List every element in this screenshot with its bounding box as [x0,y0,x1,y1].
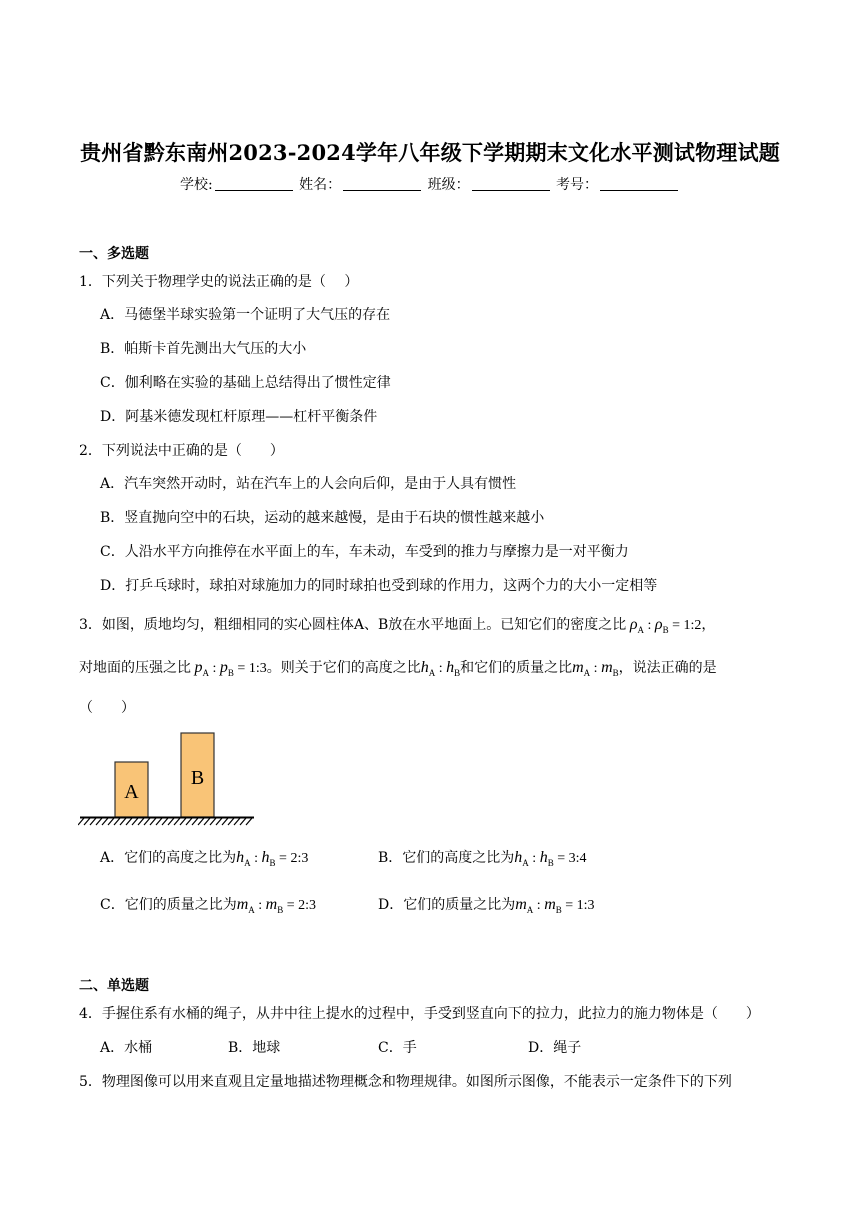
hatch-stroke [198,818,204,825]
question-4-option-c: C．手 [378,1040,417,1056]
question-3-option-c: C．它们的质量之比为$m_A$ : $m_B$ = 2:3 [100,896,317,915]
question-4-stem: 4．手握住系有水桶的绳子，从井中往上提水的过程中，手受到竖直向下的拉力，此拉力的施力物体是（ ） [79,1006,760,1022]
mass-ratio-symbol: $m_A$ : $m_B$ [572,659,619,678]
hatch-stroke [228,818,234,825]
hatch-stroke [222,818,228,825]
hatch-stroke [162,818,168,825]
hatch-stroke [102,818,108,825]
question-2-option-c: C．人沿水平方向推停在水平面上的车，车未动，车受到的推力与摩擦力是一对平衡力 [100,544,629,560]
cylinder-b-label: B [190,767,205,789]
hatch-stroke [204,818,210,825]
hatch-stroke [84,818,90,825]
question-3-option-d: D．它们的质量之比为$m_A$ : $m_B$ = 1:3 [378,896,595,915]
hatch-stroke [168,818,174,825]
section-heading-multi-choice: 一、多选题 [79,246,149,262]
hatch-stroke [216,818,222,825]
question-3-option-a: A．它们的高度之比为$h_A$ : $h_B$ = 2:3 [100,849,309,868]
question-2-option-b: B．竖直抛向空中的石块，运动的越来越慢，是由于石块的惯性越来越小 [100,510,545,526]
question-3-line-2: 对地面的压强之比 $p_A$ : $p_B$ = 1:3。则关于它们的高度之比$h_A$ : $h_B$和它们的质量之比$m_A$ : $m_B$，说法正确的是 [79,659,717,678]
hatch-stroke [174,818,180,825]
class-label: 班级： [427,177,470,193]
question-1-option-b: B．帕斯卡首先测出大气压的大小 [100,341,307,357]
hatch-stroke [96,818,102,825]
question-3-line-3: （ ） [79,700,135,716]
hatch-stroke [90,818,96,825]
question-3-option-b: B．它们的高度之比为$h_A$ : $h_B$ = 3:4 [378,849,587,868]
section-heading-single-choice: 二、单选题 [79,978,149,994]
question-2-option-a: A．汽车突然开动时，站在汽车上的人会向后仰，是由于人具有惯性 [100,476,517,492]
question-3-line-1: 3．如图，质地均匀，粗细相同的实心圆柱体A、B放在水平地面上。已知它们的密度之比 $\rho_A$ : $\rho_B$ = 1:2， [79,616,716,635]
question-4-option-d: D．绳子 [528,1040,582,1056]
page-title: 贵州省黔东南州2023-2024学年八年级下学期期末文化水平测试物理试题 [80,140,780,165]
school-blank [215,176,293,191]
hatch-stroke [132,818,138,825]
exam-no-blank [600,176,678,191]
question-4-option-b: B．地球 [228,1040,281,1056]
cylinder-a-label: A [124,781,139,803]
hatch-stroke [180,818,186,825]
hatch-stroke [150,818,156,825]
cylinders-figure [78,726,258,830]
hatch-stroke [246,818,252,825]
question-1-option-a: A．马德堡半球实验第一个证明了大气压的存在 [100,307,391,323]
hatch-stroke [144,818,150,825]
school-label: 学校: [179,177,213,193]
class-blank [472,176,550,191]
exam-no-label: 考号： [556,177,599,193]
hatch-stroke [156,818,162,825]
hatch-stroke [78,818,84,825]
name-label: 姓名： [299,177,342,193]
hatch-stroke [126,818,132,825]
question-5-stem: 5．物理图像可以用来直观且定量地描述物理概念和物理规律。如图所示图像，不能表示一定条件下的下列 [79,1074,732,1090]
question-2-option-d: D．打乒乓球时，球拍对球施加力的同时球拍也受到球的作用力，这两个力的大小一定相等 [100,578,658,594]
question-2-stem: 2．下列说法中正确的是（ ） [79,443,284,459]
name-blank [343,176,421,191]
hatch-stroke [192,818,198,825]
hatch-stroke [120,818,126,825]
density-ratio-formula: $\rho_A$ : $\rho_B$ = 1:2 [629,616,702,635]
student-info-line [0,174,860,194]
question-4-option-a: A．水桶 [100,1040,153,1056]
question-1-stem: 1．下列关于物理学史的说法正确的是（ ） [79,274,359,290]
hatch-stroke [108,818,114,825]
pressure-ratio-formula: $p_A$ : $p_B$ = 1:3 [194,659,267,678]
hatch-stroke [114,818,120,825]
hatch-stroke [138,818,144,825]
question-1-option-d: D．阿基米德发现杠杆原理——杠杆平衡条件 [100,409,378,425]
hatch-stroke [234,818,240,825]
ground-hatching [78,818,252,825]
hatch-stroke [186,818,192,825]
hatch-stroke [210,818,216,825]
height-ratio-symbol: $h_A$ : $h_B$ [420,659,461,678]
hatch-stroke [240,818,246,825]
question-1-option-c: C．伽利略在实验的基础上总结得出了惯性定律 [100,375,391,391]
